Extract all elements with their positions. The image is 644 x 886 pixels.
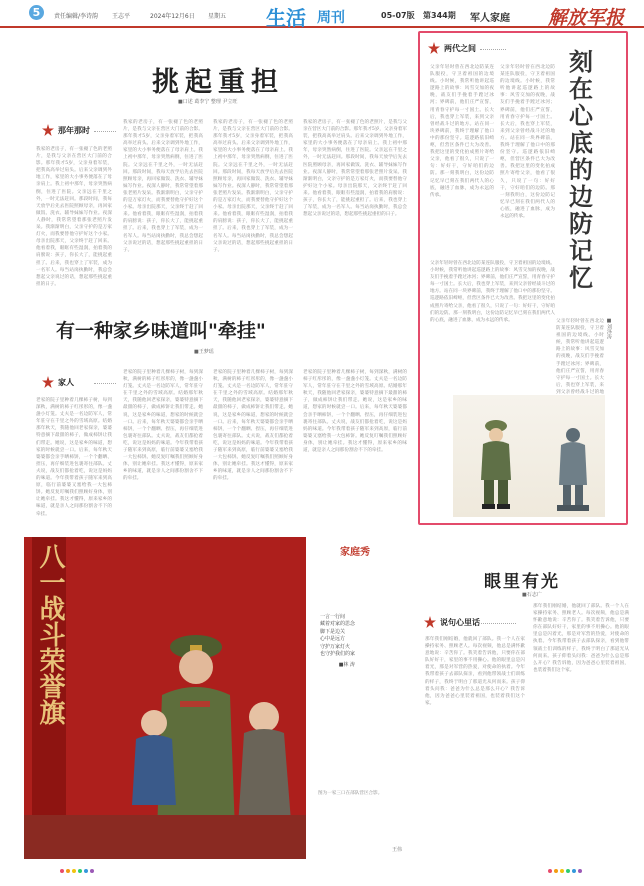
article2-body-col2: 老家的院子里种着几棵柿子树，每到深秋，满树的柿子红彤彤的，像一盏盏小灯笼。丈夫是一名边防军人，常年驻守在千里之外的雪域高原。结婚那年秋天，我随他回老家探亲，婆婆特意摘下最甜的柿子，做成柿饼让我们带走。她说，这是家乡的味道，想家的时候就尝一口。后来，每年秋天婆婆都会亲手晒柿饼，一个个翻晒、捏压，再仔细装进包裹寄往部队。丈夫说，战友们都抢着吃，说这是妈妈的味道。今年我带着孩子随军来到高原，临行前婆婆又塞给我一大包柿饼。她反复叮嘱我们照顾好身体，别让她牵挂。我这才懂得，原来家乡的味道，就是亲人之间那份割舍不下的牵挂。 — [123, 370, 203, 482]
article2-title: 有一种家乡味道叫"牵挂" — [56, 320, 266, 342]
banner-text: 八一战斗荣誉旗 — [35, 543, 65, 725]
section-logo: 生活 — [266, 6, 306, 30]
newspaper-brand: 解放军报 — [548, 7, 625, 29]
photo-caption: 图为一家三口在部队营区合影。 — [318, 791, 383, 796]
star-icon — [42, 124, 54, 136]
statue-figure — [553, 425, 593, 511]
article3-body-col2: 父亲年轻时曾在西北边防某连队服役，守卫着祖国的边境线。小时候，我常听他讲起巡逻路上的故事：风雪交加的夜晚，战友们手挽着手蹚过冰河；界碑前，他们庄严宣誓，用青春守护每一寸国土。长大后，我也穿上军装，来到父亲曾经战斗过的地方。站在同一块界碑前，我终于理解了他口中的那份坚守。巡逻路依旧崎岖，但营区条件已大为改善。我把这里的变化拍成照片寄给父亲，他看了很久，只说了一句：好好干，守好咱们的边防。那一刻我明白，这份边防记忆早已刻在我们两代人的心底，融进了血脉，成为永远的传承。 — [500, 65, 555, 219]
article1-body-col3: 我家的老房子，有一张褪了色的老照片，是我与父亲在营区大门前的合影。那年我才5岁，父亲身着军装，把我高高举过肩头。后来父亲调到外地工作，家里的大小事务便落在了母亲肩上。我上初中那年，母亲突然病倒，住进了医院。父亲远在千里之外，一时无法赶回。那段时间，我每天放学后先去医院照顾母亲，再回家做饭、洗衣、辅导妹妹写作业。夜深人静时，我常常望着那张老照片发呆。我渐渐明白，父亲守护的是万家灯火，而我要替他守护好这个小家。母亲出院那天，父亲终于赶了回来。他看着我，眼眶有些湿润，拍着我的肩膀说：孩子，你长大了，能挑起重担了。后来，我也穿上了军装，成为一名军人。每当站岗执勤时，我总会想起父亲说过的话，想起那些挑起重担的日子。 — [213, 120, 293, 253]
article3-body-col3: 父亲年轻时曾在西北边防某连队服役，守卫着祖国的边境线。小时候，我常听他讲起巡逻路上的故事：风雪交加的夜晚，战友们手挽着手蹚过冰河；界碑前，他们庄严宣誓，用青春守护每一寸国土。长大后，我也穿上军装，来到父亲曾经战斗过的地 — [556, 319, 604, 395]
home-show-label: 家庭秀 — [340, 547, 370, 558]
section-name: 军人家庭 — [470, 13, 510, 24]
editor: 责任编辑/李诗韵 — [54, 13, 99, 20]
issue-pages: 05-07版 — [381, 11, 415, 20]
article1-body-col4: 我家的老房子，有一张褪了色的老照片，是我与父亲在营区大门前的合影。那年我才5岁，父亲身着军装，把我高高举过肩头。后来父亲调到外地工作，家里的大小事务便落在了母亲肩上。我上初中那年，母亲突然病倒，住进了医院。父亲远在千里之外，一时无法赶回。那段时间，我每天放学后先去医院照顾母亲，再回家做饭、洗衣、辅导妹妹写作业。夜深人静时，我常常望着那张老照片发呆。我渐渐明白，父亲守护的是万家灯火，而我要替他守护好这个小家。母亲出院那天，父亲终于赶了回来。他看着我，眼眶有些湿润，拍着我的肩膀说：孩子，你长大了，能挑起重担了。后来，我也穿上了军装，成为一名军人。每当站岗执勤时，我总会想起父亲说过的话，想起那些挑起重担的日子。 — [303, 120, 407, 218]
article2-body-col1: 老家的院子里种着几棵柿子树，每到深秋，满树的柿子红彤彤的，像一盏盏小灯笼。丈夫是一名边防军人，常年驻守在千里之外的雪域高原。结婚那年秋天，我随他回老家探亲，婆婆特意摘下最甜的柿子，做成柿饼让我们带走。她说，这是家乡的味道，想家的时候就尝一口。后来，每年秋天婆婆都会亲手晒柿饼，一个个翻晒、捏压，再仔细装进包裹寄往部队。丈夫说，战友们都抢着吃，说这是妈妈的味道。今年我带着孩子随军来到高原，临行前婆婆又塞给我一大包柿饼。她反复叮嘱我们照顾好身体，别让她牵挂。我这才懂得，原来家乡的味道，就是亲人之间那份割舍不下的牵挂。 — [36, 398, 112, 517]
soldier-figure — [477, 418, 515, 510]
footer-dots-left — [60, 858, 96, 877]
article3-byline: ■刘泽涛 — [606, 318, 612, 339]
footer-dots-right — [548, 858, 584, 877]
article1-byline: ■口述 葛李宁 整理 尹立旺 — [178, 99, 238, 105]
star-icon — [428, 42, 440, 54]
family-photo — [24, 537, 306, 859]
article3-body-col1: 父亲年轻时曾在西北边防某连队服役，守卫着祖国的边境线。小时候，我常听他讲起巡逻路上的故事：风雪交加的夜晚，战友们手挽着手蹚过冰河；界碑前，他们庄严宣誓，用青春守护每一寸国土。长大后，我也穿上军装，来到父亲曾经战斗过的地方。站在同一块界碑前，我终于理解了他口中的那份坚守。巡逻路依旧崎岖，但营区条件已大为改善。我把这里的变化拍成照片寄给父亲，他看了很久，只说了一句：好好干，守好咱们的边防。那一刻我明白，这份边防记忆早已刻在我们两代人的心底，融进了血脉，成为永远的传承。 — [430, 65, 494, 198]
issue-number: 第344期 — [423, 11, 456, 20]
article1-subhead: 那年那时 — [42, 124, 116, 139]
article4-subhead: 说句心里话 — [424, 616, 516, 631]
article2-subhead: 家人 — [42, 376, 116, 391]
article3-body-lower: 父亲年轻时曾在西北边防某连队服役，守卫着祖国的边境线。小时候，我常听他讲起巡逻路上的故事：风雪交加的夜晚，战友们手挽着手蹚过冰河；界碑前，他们庄严宣誓，用青春守护每一寸国土。长大后，我也穿上军装，来到父亲曾经战斗过的地方。站在同一块界碑前，我终于理解了他口中的那份坚守。巡逻路依旧崎岖，但营区条件已大为改善。我把这里的变化拍成照片寄给父亲，他看了很久，只说了一句：好好干，守好咱们的边防。那一刻我明白，这份边防记忆早已刻在我们两代人的心底，融进了血脉，成为永远的传承。 — [430, 260, 555, 392]
article3-painting — [453, 395, 605, 517]
section-logo-sub: 周刊 — [317, 10, 345, 26]
page-number: 5 — [29, 5, 44, 20]
weekday: 星期五 — [208, 13, 227, 20]
article3-title: 刻在心底的边防记忆 — [569, 47, 593, 292]
article1-body-col1: 我家的老房子，有一张褪了色的老照片，是我与父亲在营区大门前的合影。那年我才5岁，父亲身着军装，把我高高举过肩头。后来父亲调到外地工作，家里的大小事务便落在了母亲肩上。我上初中那年，母亲突然病倒，住进了医院。父亲远在千里之外，一时无法赶回。那段时间，我每天放学后先去医院照顾母亲，再回家做饭、洗衣、辅导妹妹写作业。夜深人静时，我常常望着那张老照片发呆。我渐渐明白，父亲守护的是万家灯火，而我要替他守护好这个小家。母亲出院那天，父亲终于赶了回来。他看着我，眼眶有些湿润，拍着我的肩膀说：孩子，你长大了，能挑起重担了。后来，我也穿上了军装，成为一名军人。每当站岗执勤时，我总会想起父亲说过的话，想起那些挑起重担的日子。 — [36, 147, 112, 287]
article2-body-col4: 老家的院子里种着几棵柿子树，每到深秋，满树的柿子红彤彤的，像一盏盏小灯笼。丈夫是一名边防军人，常年驻守在千里之外的雪域高原。结婚那年秋天，我随他回老家探亲，婆婆特意摘下最甜的柿子，做成柿饼让我们带走。她说，这是家乡的味道，想家的时候就尝一口。后来，每年秋天婆婆都会亲手晒柿饼，一个个翻晒、捏压，再仔细装进包裹寄往部队。丈夫说，战友们都抢着吃，说这是妈妈的味道。今年我带着孩子随军来到高原，临行前婆婆又塞给我一大包柿饼。她反复叮嘱我们照顾好身体，别让她牵挂。我这才懂得，原来家乡的味道，就是亲人之间那份割舍不下的牵挂。 — [303, 370, 407, 454]
designer: 王志平 — [112, 13, 131, 20]
poem-author: ■林 涛 — [338, 662, 356, 669]
date: 2024年12月6日 — [150, 13, 195, 20]
article1-title: 挑起重担 — [152, 67, 284, 98]
article4-body-col2: 那年我们刚结婚，他就回了部队。我一个人在家操持家务、照顾老人。每次视频，他总是满怀歉意地说：辛苦你了。我笑着告诉他，只要你在部队好好干，家里的事不用操心。他的眼里总是闪着光，那是对军营的热爱，对使命的执着。今年我带着孩子去部队探亲，看到他带领战士们训练的样子，我终于明白了那道光从何而来。孩子仰着头问我：爸爸为什么总是那么开心？我告诉他，因为爸爸心里装着祖国，也装着我们这个家。 — [533, 604, 629, 673]
article4-body-col1: 那年我们刚结婚，他就回了部队。我一个人在家操持家务、照顾老人。每次视频，他总是满怀歉意地说：辛苦你了。我笑着告诉他，只要你在部队好好干，家里的事不用操心。他的眼里总是闪着光，那是对军营的热爱，对使命的执着。今年我带着孩子去部队探亲，看到他带领战士们训练的样子，我终于明白了那道光从何而来。孩子仰着头问我：爸爸为什么总是那么开心？我告诉他，因为爸爸心里装着祖国，也装着我们这个家。 — [425, 637, 525, 706]
caption-name: 王伟 — [392, 847, 403, 853]
star-icon — [424, 616, 436, 628]
article4-byline: ■石志广 — [522, 592, 542, 598]
page-header — [0, 0, 644, 28]
article1-body-col2: 我家的老房子，有一张褪了色的老照片，是我与父亲在营区大门前的合影。那年我才5岁，父亲身着军装，把我高高举过肩头。后来父亲调到外地工作，家里的大小事务便落在了母亲肩上。我上初中那年，母亲突然病倒，住进了医院。父亲远在千里之外，一时无法赶回。那段时间，我每天放学后先去医院照顾母亲，再回家做饭、洗衣、辅导妹妹写作业。夜深人静时，我常常望着那张老照片发呆。我渐渐明白，父亲守护的是万家灯火，而我要替他守护好这个小家。母亲出院那天，父亲终于赶了回来。他看着我，眼眶有些湿润，拍着我的肩膀说：孩子，你长大了，能挑起重担了。后来，我也穿上了军装，成为一名军人。每当站岗执勤时，我总会想起父亲说过的话，想起那些挑起重担的日子。 — [123, 120, 203, 253]
article4-title: 眼里有光 — [484, 572, 560, 592]
article3-subhead: 两代之间 — [428, 42, 508, 57]
star-icon — [42, 376, 54, 388]
article2-byline: ■王梦瑶 — [194, 349, 214, 355]
article2-body-col3: 老家的院子里种着几棵柿子树，每到深秋，满树的柿子红彤彤的，像一盏盏小灯笼。丈夫是一名边防军人，常年驻守在千里之外的雪域高原。结婚那年秋天，我随他回老家探亲，婆婆特意摘下最甜的柿子，做成柿饼让我们带走。她说，这是家乡的味道，想家的时候就尝一口。后来，每年秋天婆婆都会亲手晒柿饼，一个个翻晒、捏压，再仔细装进包裹寄往部队。丈夫说，战友们都抢着吃，说这是妈妈的味道。今年我带着孩子随军来到高原，临行前婆婆又塞给我一大包柿饼。她反复叮嘱我们照顾好身体，别让她牵挂。我这才懂得，原来家乡的味道，就是亲人之间那份割舍不下的牵挂。 — [213, 370, 293, 482]
poem: 一言一行间 藏着对家的思念 脚下是边关 心中是远方 守护万家灯火 也守护我们的家 ■林 涛 — [320, 614, 356, 669]
